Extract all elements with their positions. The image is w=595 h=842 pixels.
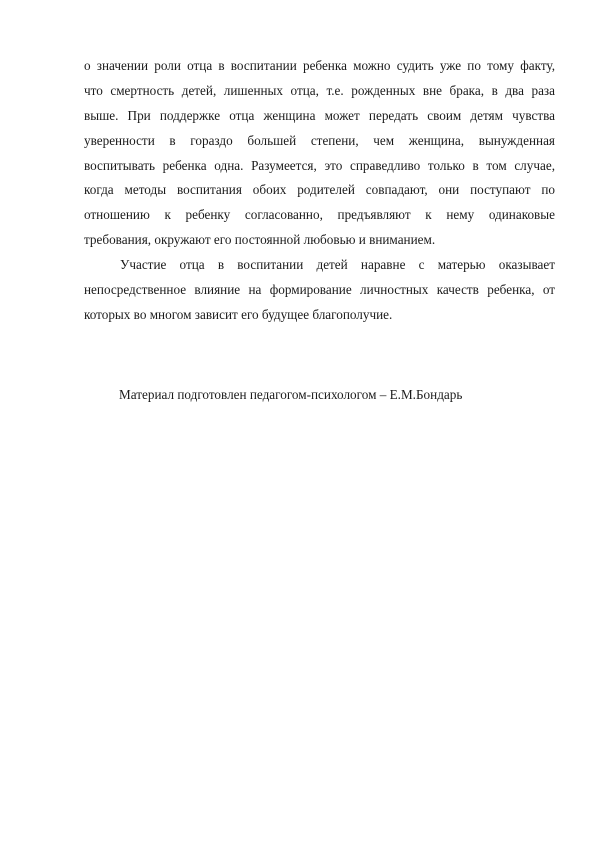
paragraph-line: что смертность детей, лишенных отца, т.е. рожденных вне брака, в два раза (84, 82, 555, 98)
paragraph-line: требования, окружают его постоянной любовью и вниманием. (84, 232, 436, 248)
paragraph-line: отношению к ребенку согласованно, предъявляют к нему одинаковые (84, 207, 555, 223)
document-body (84, 54, 555, 328)
paragraph-line: Участие отца в воспитании детей наравне с матерью оказывает (120, 257, 555, 273)
paragraph-line: которых во многом зависит его будущее благополучие. (84, 306, 393, 322)
paragraph-line: о значении роли отца в воспитании ребенка можно судить уже по тому факту, (84, 58, 555, 73)
author-signature: Материал подготовлен педагогом-психологом – Е.М.Бондарь (119, 387, 463, 402)
paragraph-2 (84, 253, 555, 328)
paragraph-line: уверенности в гораздо большей степени, чем женщина, вынужденная (84, 132, 555, 148)
paragraph-line: когда методы воспитания обоих родителей совпадают, они поступают по (84, 182, 555, 198)
paragraph-1 (84, 54, 555, 253)
paragraph-line: непосредственное влияние на формирование личностных качеств ребенка, от (84, 282, 555, 298)
paragraph-line: выше. При поддержке отца женщина может передать своим детям чувства (84, 107, 555, 123)
paragraph-line: воспитывать ребенка одна. Разумеется, это справедливо только в том случае, (84, 157, 555, 173)
